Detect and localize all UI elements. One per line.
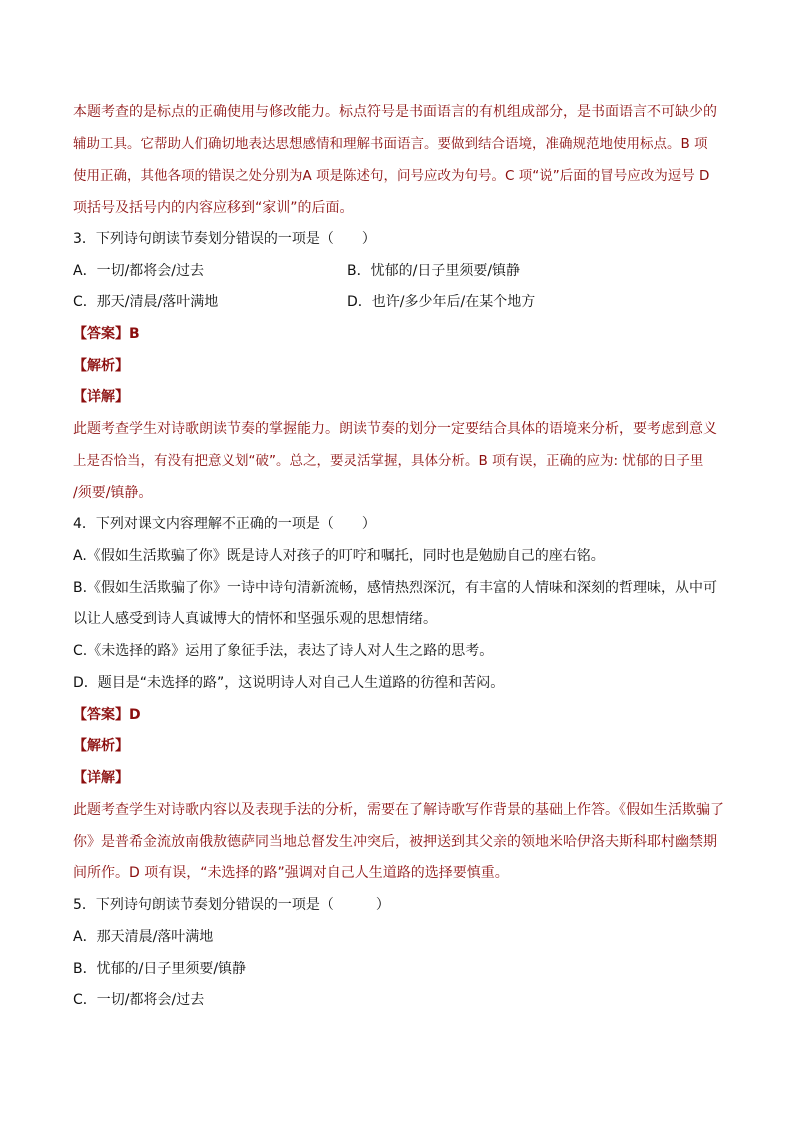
q4-detail-line-2: 你》是普希金流放南俄敖德萨同当地总督发生冲突后，被押送到其父亲的领地米哈伊洛夫斯科耶村幽禁期 bbox=[73, 834, 717, 850]
q4-answer: 【答案】D bbox=[73, 707, 141, 723]
q4-detail-line-1: 此题考查学生对诗歌内容以及表现手法的分析，需要在了解诗歌写作背景的基础上作答。《假如生活欺骗了 bbox=[73, 802, 724, 818]
intro-analysis-line-2: 辅助工具。它帮助人们确切地表达思想感情和理解书面语言。要做到结合语境，准确规范地使用标点。B 项 bbox=[73, 136, 708, 152]
q5-option-a: A．那天清晨/落叶满地 bbox=[73, 929, 214, 945]
q3-question: 3．下列诗句朗读节奏划分错误的一项是（ ） bbox=[73, 231, 376, 247]
intro-analysis-line-1: 本题考查的是标点的正确使用与修改能力。标点符号是书面语言的有机组成部分，是书面语言不可缺少的 bbox=[73, 104, 717, 120]
q3-option-a: A．一切/都将会/过去 bbox=[73, 263, 205, 279]
q4-option-d: D．题目是“未选择的路”，这说明诗人对自己人生道路的彷徨和苦闷。 bbox=[73, 675, 505, 691]
q3-option-c: C．那天/清晨/落叶满地 bbox=[73, 294, 219, 310]
q5-question: 5．下列诗句朗读节奏划分错误的一项是（ ） bbox=[73, 897, 390, 913]
intro-analysis-line-4: 项括号及括号内的内容应移到“家训”的后面。 bbox=[73, 200, 354, 216]
q4-option-b-line-1: B.《假如生活欺骗了你》一诗中诗句清新流畅，感情热烈深沉，有丰富的人情味和深刻的哲理味，从中可 bbox=[73, 580, 718, 596]
q3-option-d: D．也许/多少年后/在某个地方 bbox=[347, 294, 536, 310]
q5-option-c: C．一切/都将会/过去 bbox=[73, 992, 205, 1008]
q5-option-b: B．忧郁的/日子里须要/镇静 bbox=[73, 961, 247, 977]
q4-option-a: A.《假如生活欺骗了你》既是诗人对孩子的叮咛和嘱托，同时也是勉励自己的座右铭。 bbox=[73, 548, 605, 564]
q3-answer: 【答案】B bbox=[73, 326, 140, 342]
q4-option-c: C.《未选择的路》运用了象征手法，表达了诗人对人生之路的思考。 bbox=[73, 643, 494, 659]
q3-detail-label: 【详解】 bbox=[73, 389, 129, 405]
q4-detail-label: 【详解】 bbox=[73, 770, 129, 786]
q3-option-b: B．忧郁的/日子里须要/镇静 bbox=[347, 263, 521, 279]
q3-detail-line-3: /须要/镇静。 bbox=[73, 485, 153, 501]
q3-detail-line-2: 上是否恰当，有没有把意义划“破”。总之，要灵活掌握，具体分析。B 项有误，正确的应为: 忧郁的日子里 bbox=[73, 453, 704, 469]
q3-detail-line-1: 此题考查学生对诗歌朗读节奏的掌握能力。朗读节奏的划分一定要结合具体的语境来分析，要考虑到意义 bbox=[73, 421, 717, 437]
q4-option-b-line-2: 以让人感受到诗人真诚博大的情怀和坚强乐观的思想情绪。 bbox=[73, 611, 437, 627]
q4-analysis-label: 【解析】 bbox=[73, 738, 129, 754]
q4-question: 4．下列对课文内容理解不正确的一项是（ ） bbox=[73, 516, 376, 532]
intro-analysis-line-3: 使用正确，其他各项的错误之处分别为A 项是陈述句，问号应改为句号。C 项“说”后面的冒号应改为逗号 D bbox=[73, 168, 710, 184]
q3-analysis-label: 【解析】 bbox=[73, 358, 129, 374]
q4-detail-line-3: 间所作。D 项有误，“未选择的路”强调对自己人生道路的选择要慎重。 bbox=[73, 865, 509, 881]
